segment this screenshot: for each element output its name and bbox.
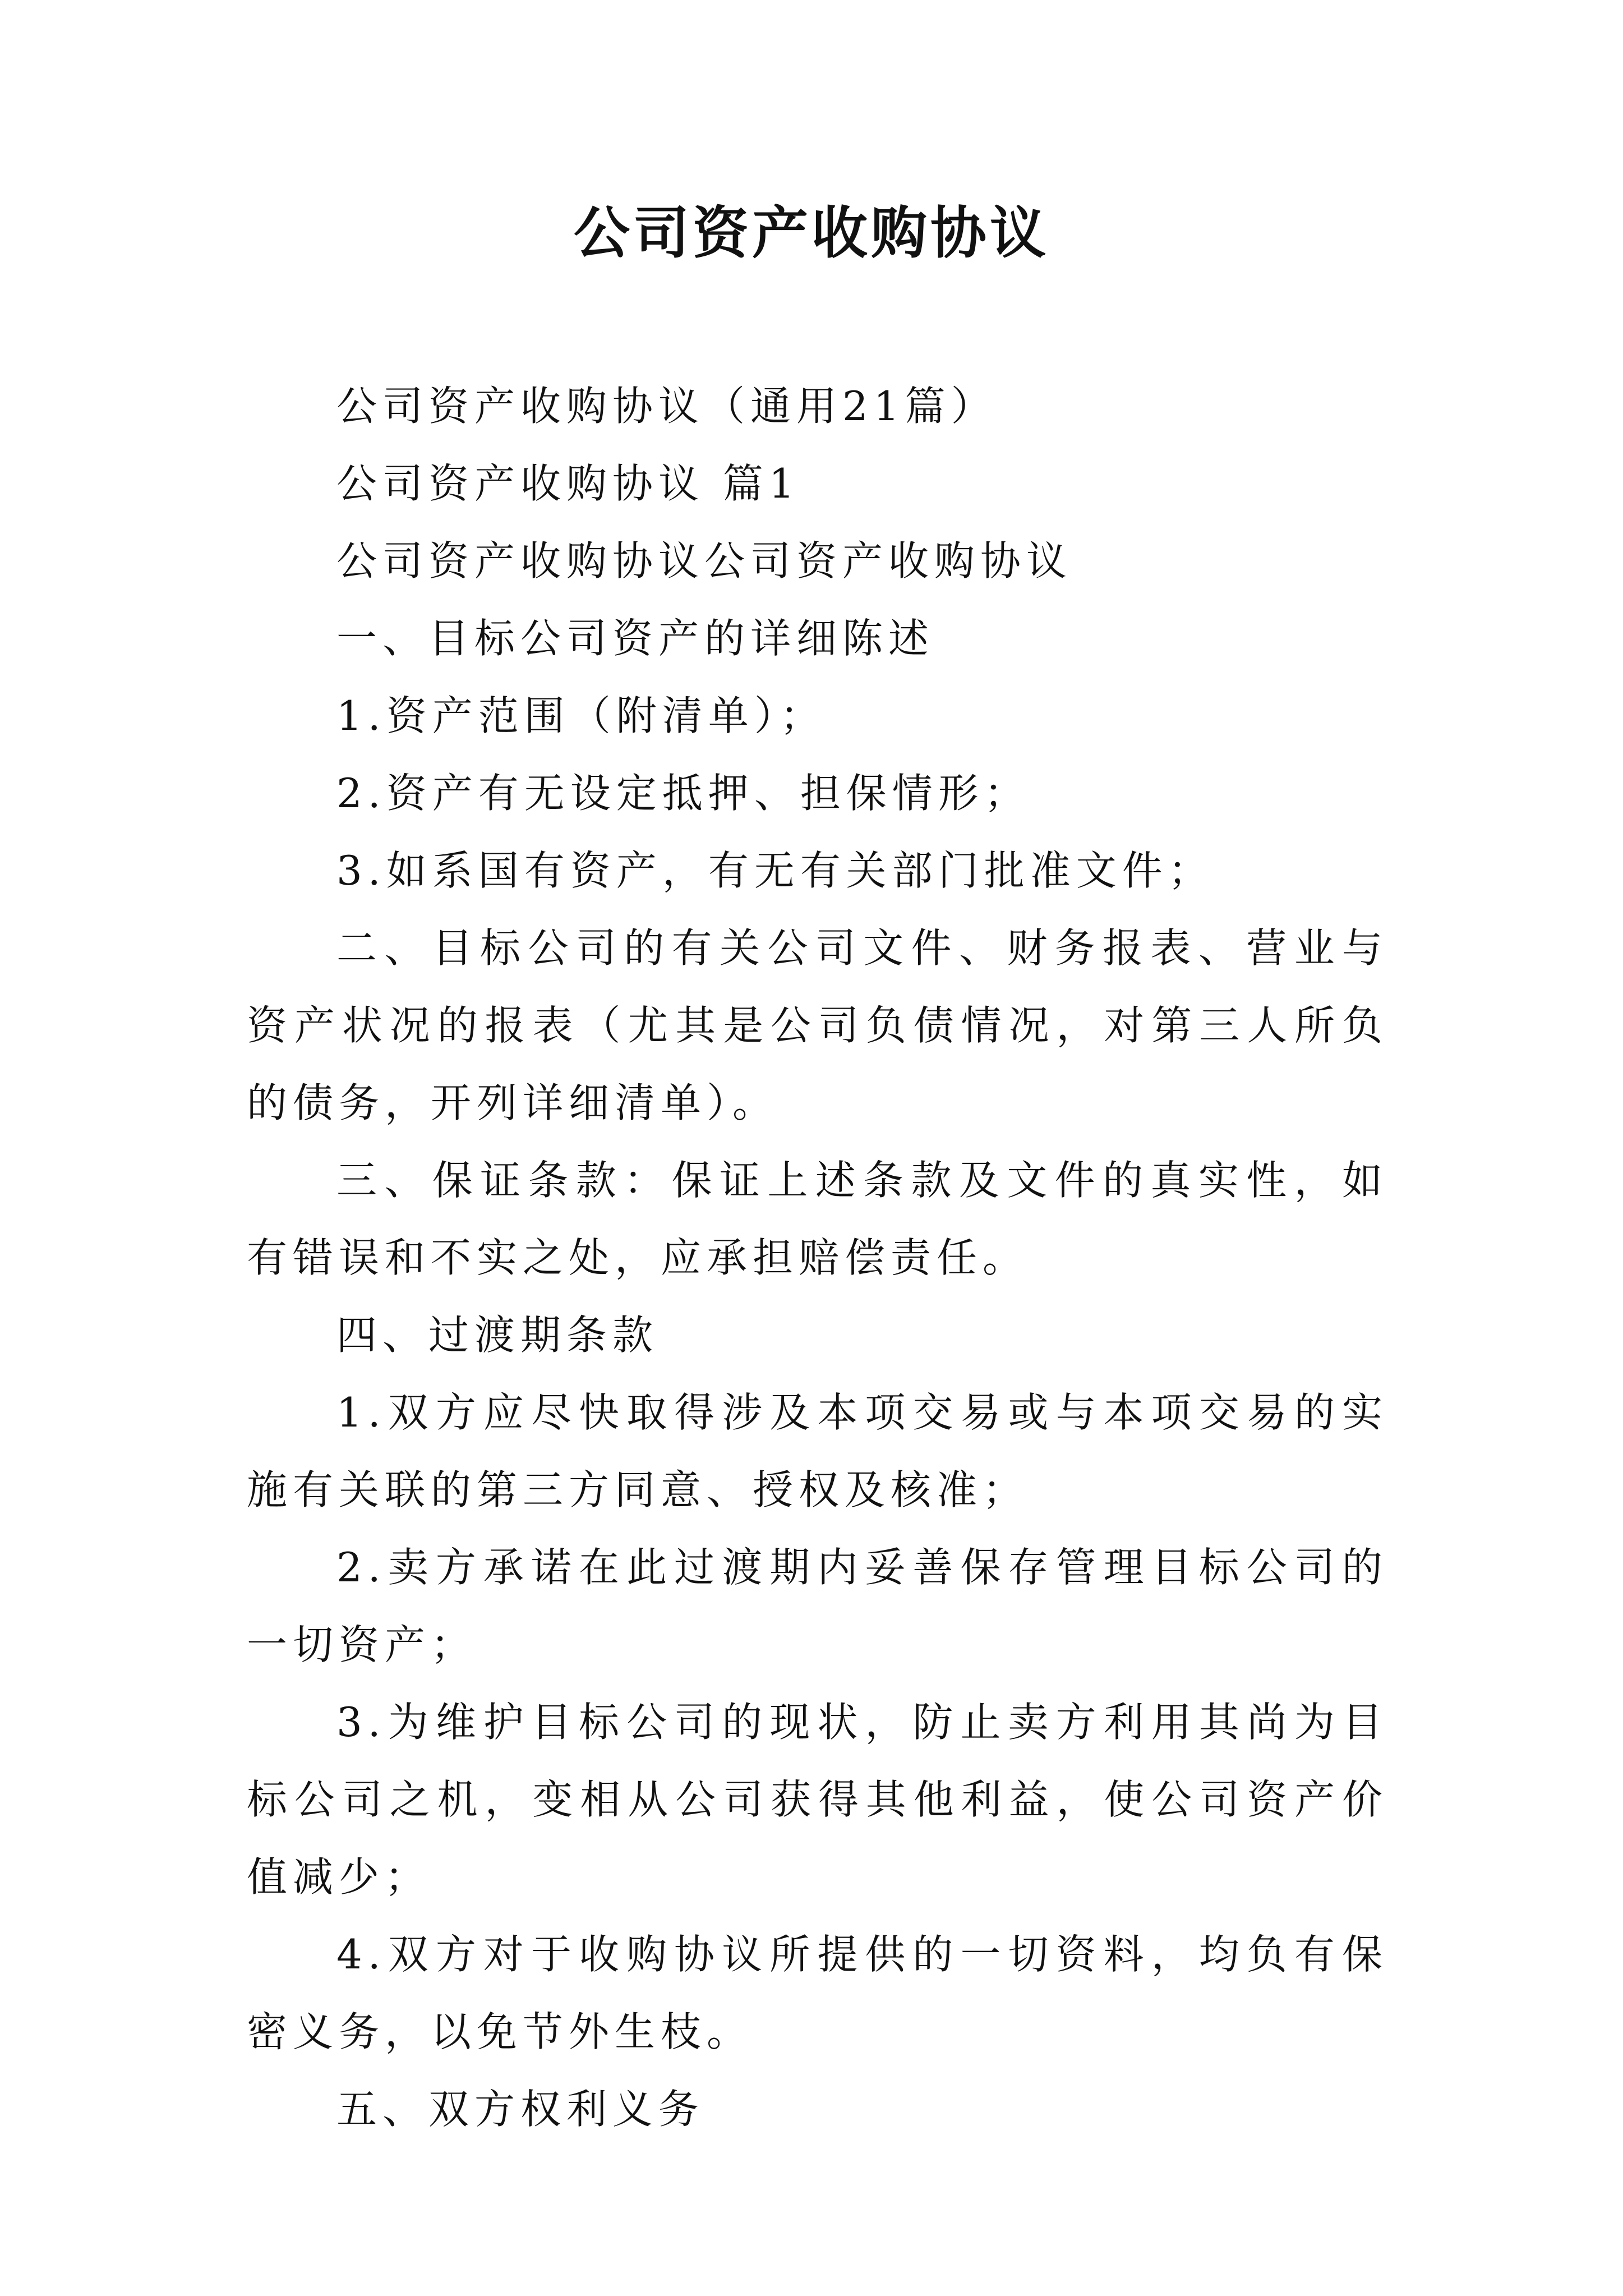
section-heading: 三、保证条款：保证上述条款及文件的真实性，如有错误和不实之处，应承担赔偿责任。 [247, 1157, 1388, 1281]
document-body [247, 367, 1388, 2148]
section-heading: 五、双方权利义务 [336, 2086, 705, 2133]
paragraph-article-heading: 公司资产收购协议 篇1 [336, 460, 800, 507]
section-heading: 四、过渡期条款 [336, 1312, 659, 1359]
document-title: 公司资产收购协议 [574, 200, 1049, 266]
list-item: 3.如系国有资产，有无有关部门批准文件； [336, 847, 1214, 894]
list-item: 2.资产有无设定抵押、担保情形； [336, 770, 1030, 817]
list-item: 1.双方应尽快取得涉及本项交易或与本项交易的实施有关联的第三方同意、授权及核准； [247, 1389, 1388, 1513]
section-heading: 二、目标公司的有关公司文件、财务报表、营业与资产状况的报表（尤其是公司负债情况，对第三人所负的债务，开列详细清单）。 [247, 924, 1388, 1126]
list-item: 1.资产范围（附清单）； [336, 692, 826, 739]
list-item: 2.卖方承诺在此过渡期内妥善保存管理目标公司的一切资产； [247, 1544, 1388, 1668]
paragraph: 公司资产收购协议公司资产收购协议 [336, 537, 1073, 585]
section-heading: 一、目标公司资产的详细陈述 [336, 615, 935, 662]
paragraph-subtitle: 公司资产收购协议（通用21篇） [336, 383, 997, 430]
list-item: 3.为维护目标公司的现状，防止卖方利用其尚为目标公司之机，变相从公司获得其他利益，使公司资产价值减少； [247, 1699, 1388, 1901]
list-item: 4.双方对于收购协议所提供的一切资料，均负有保密义务，以免节外生枝。 [247, 1931, 1388, 2055]
